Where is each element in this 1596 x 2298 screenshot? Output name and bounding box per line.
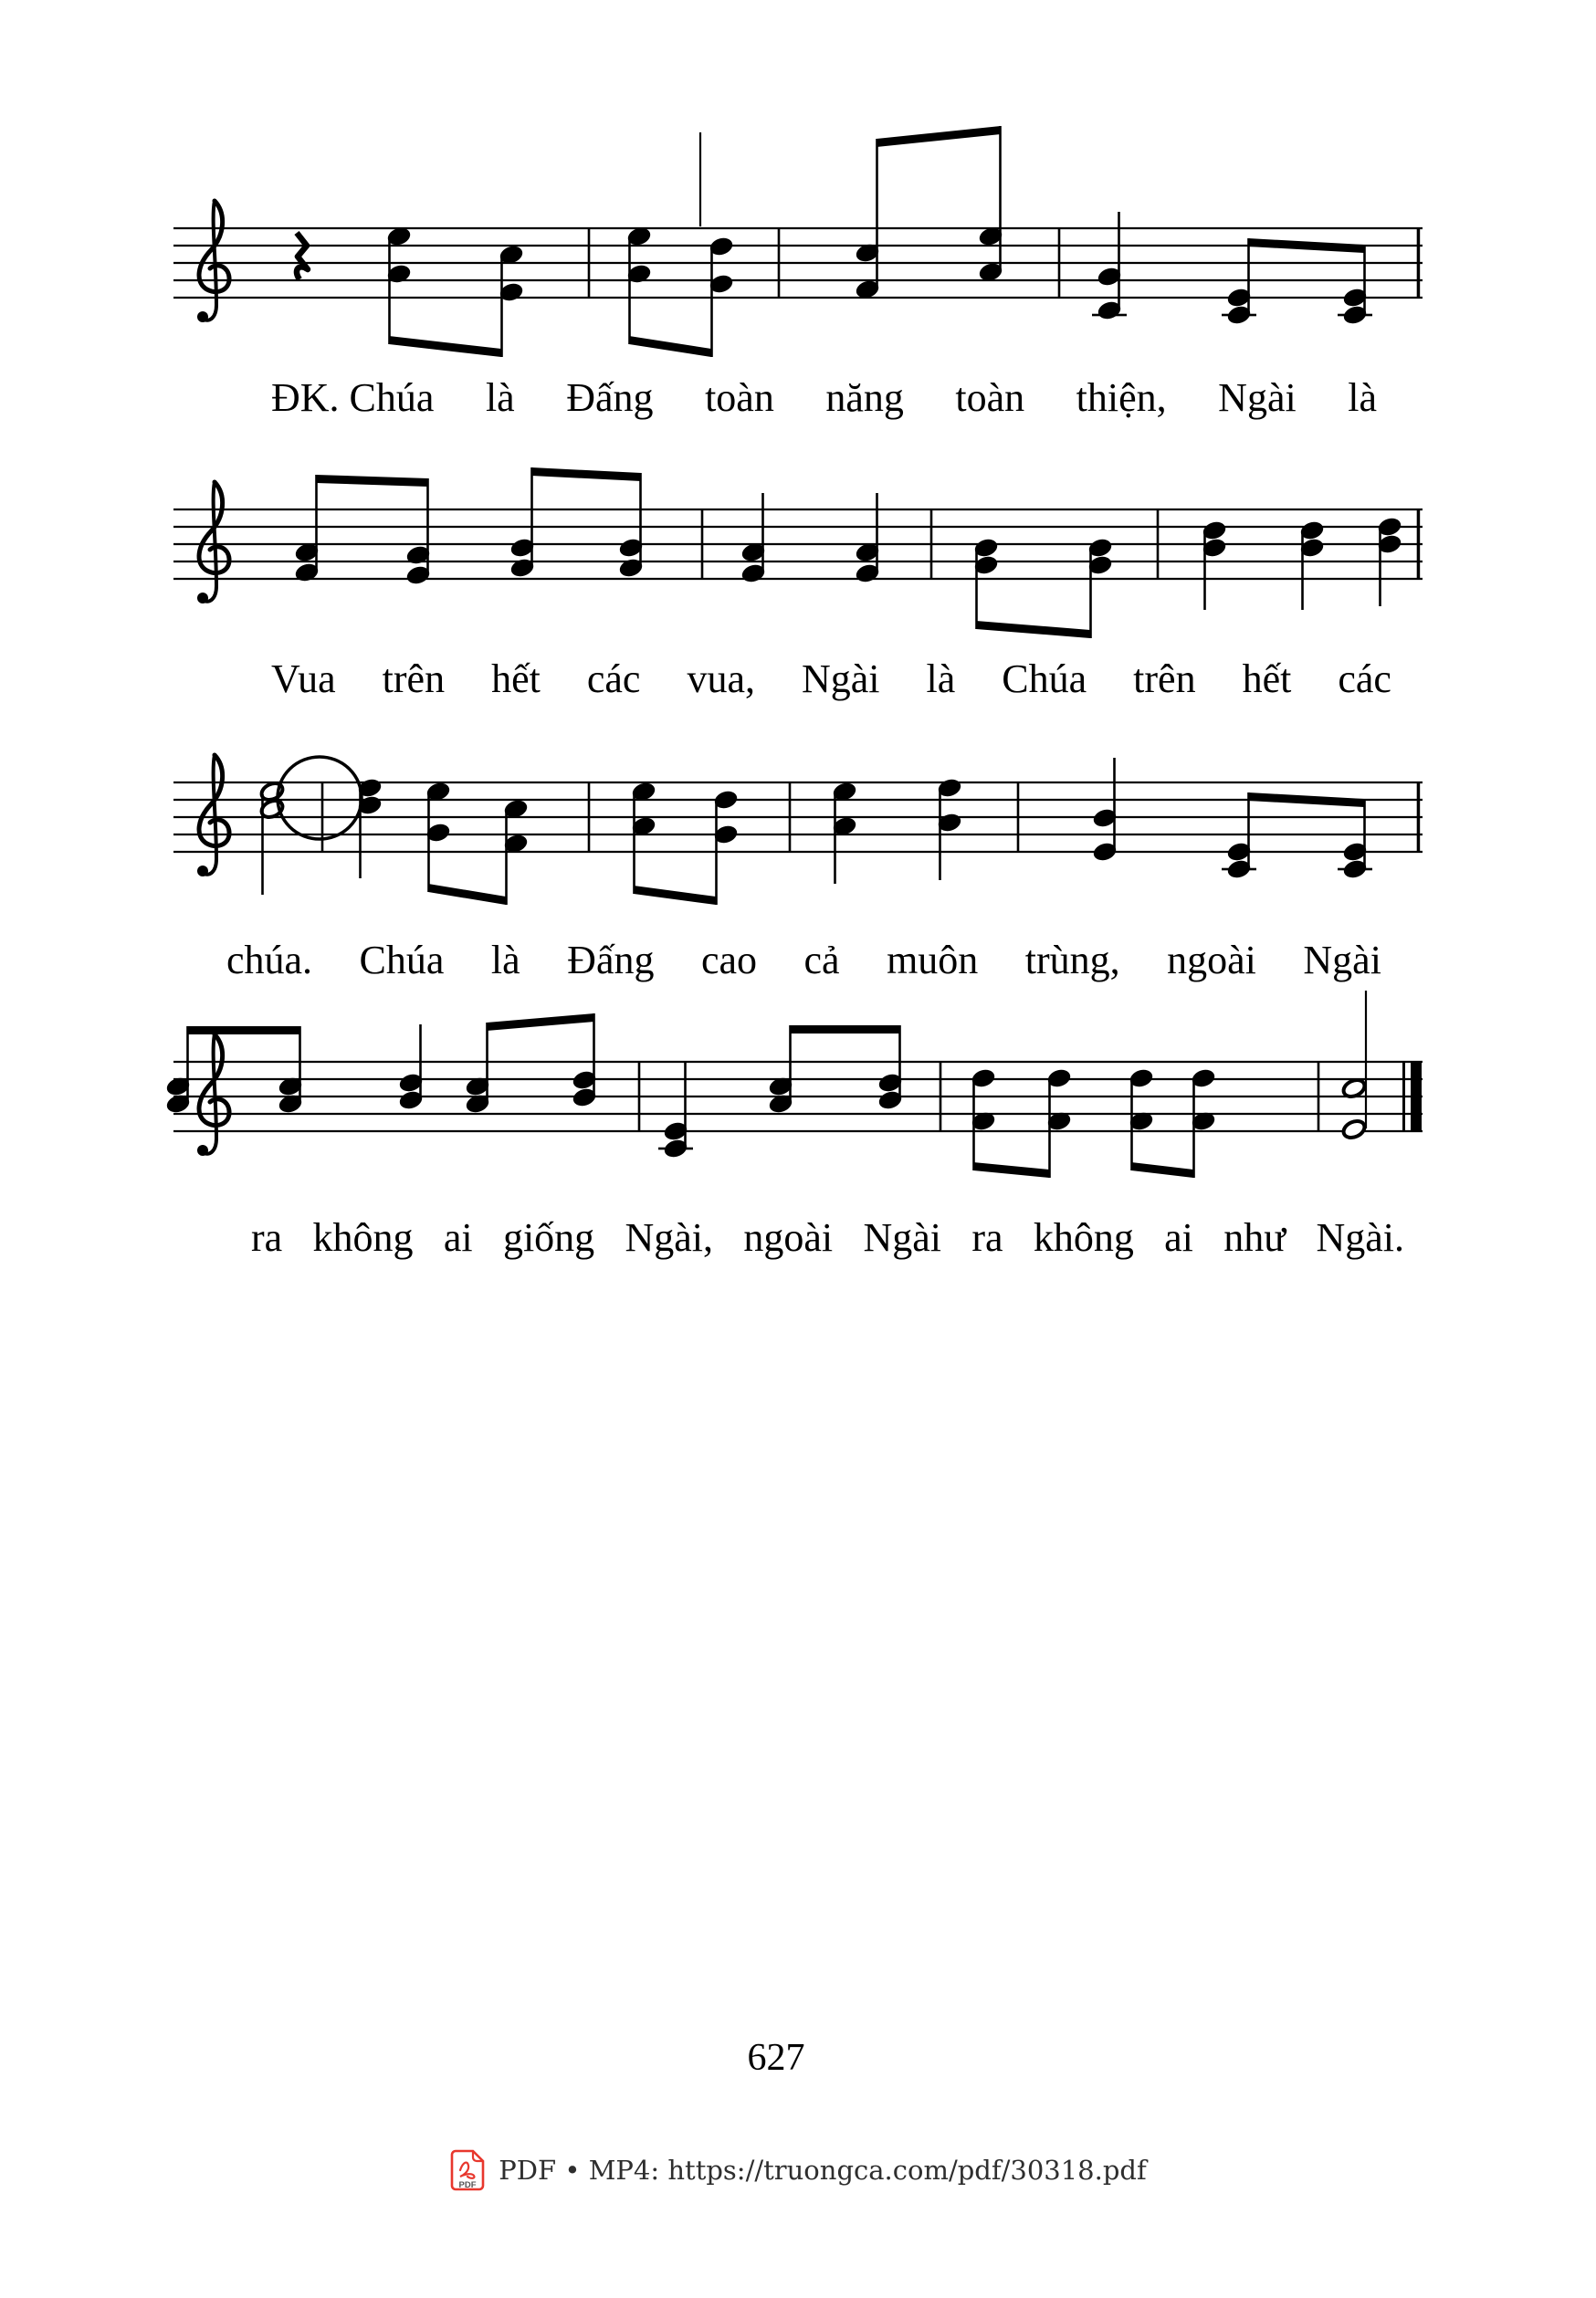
staff-system-1 [0,105,1596,379]
lyric-word: cao [700,938,758,982]
lyric-word: các [586,656,641,701]
note-chord [1091,758,1118,863]
lyric-word: như [1223,1215,1286,1260]
note-chord [712,789,739,905]
treble-clef-icon [197,482,229,603]
barline [930,509,933,579]
lyric-word: ra [971,1215,1003,1260]
lyric-word: ngoài [1167,938,1256,982]
quarter-rest [297,233,308,279]
barline [789,782,792,852]
staff-system-2 [0,386,1596,660]
lyric-word: trên [382,656,446,701]
lyric-word: Ngài [1303,938,1381,982]
lyric-word: ĐK. Chúa [271,375,435,420]
footer-url-link[interactable]: https://truongca.com/pdf/30318.pdf [667,2155,1147,2186]
barline [321,782,324,852]
note-chord [498,244,524,357]
note-chord [970,1067,996,1170]
lyric-word: trên [1133,656,1196,701]
note-chord [1222,238,1256,326]
lyric-word: chúa. [226,938,313,982]
footer [0,2149,1596,2191]
lyric-word: là [490,938,520,982]
note-chord [1341,1076,1368,1140]
note-chord [1222,792,1256,880]
beam [877,126,1001,147]
lyric-word: toàn [705,375,774,420]
beam [428,884,506,905]
lyric-word: ngoài [743,1215,834,1260]
note-chord [1087,537,1113,638]
lyric-word: Đấng [567,938,655,982]
footer-label: PDF • MP4: [499,2155,660,2186]
beam [973,1162,1049,1178]
note-chord [1338,245,1372,326]
note-chord [1298,519,1325,610]
treble-clef-icon [197,201,229,322]
barline [1318,1062,1320,1131]
lyric-word: không [312,1215,414,1260]
note-chord [977,126,1003,283]
note-chord [831,781,857,884]
lyric-word: muôn [887,938,979,982]
lyric-word: Ngài [801,656,880,701]
beam [531,467,641,481]
lyrics-line-3 [226,935,1381,986]
beam [634,886,716,905]
barline [588,782,591,852]
tie-circle [278,757,362,839]
treble-clef-icon [197,1034,229,1156]
lyric-word: các [1338,656,1391,701]
note-chord [277,1026,303,1115]
beam [790,1025,900,1034]
lyrics-line-4 [251,1212,1404,1264]
lyric-word: Ngài, [625,1215,714,1260]
note-chord [972,537,999,629]
note-chord [425,781,451,892]
lyric-word: hết [1242,656,1292,701]
page-number: 627 [747,2037,805,2079]
barline [1417,782,1421,852]
lyric-word: không [1033,1215,1134,1260]
lyric-word: vua, [687,656,755,701]
note-chord [259,780,286,895]
beam [1248,792,1364,807]
barline [638,1062,641,1131]
note-chord [740,493,766,584]
lyric-word: là [1348,375,1377,420]
pdf-icon[interactable] [449,2149,486,2191]
note-chord [767,1025,793,1115]
extended-barline [1365,991,1367,1128]
lyric-word: thiện, [1076,375,1167,420]
lyric-word: năng [825,375,904,420]
beam [487,1013,594,1031]
note-chord [1338,799,1372,880]
note-chord [1190,1067,1216,1178]
note-chord [164,1026,191,1115]
note-chord [936,777,962,880]
barline [588,228,591,298]
lyric-word: hết [491,656,541,701]
note-chord [877,1025,903,1111]
note-chord [356,777,383,878]
footer-text [499,2155,1146,2186]
lyric-word: Ngài [1218,375,1297,420]
lyric-word: ai [1164,1215,1193,1260]
barline [1157,509,1160,579]
lyric-word: toàn [955,375,1025,420]
beam [1248,238,1364,253]
note-chord [464,1023,490,1115]
lyric-word: Chúa [359,938,445,982]
note-chord [708,236,734,357]
lyric-word: ai [443,1215,473,1260]
note-chord [293,475,320,583]
note-chord [854,139,880,300]
beam [629,336,711,357]
barline [1417,509,1421,579]
note-chord [1045,1067,1072,1178]
beam [976,621,1090,638]
lyric-word: ra [251,1215,283,1260]
lyric-word: là [485,375,515,420]
barline [701,509,704,579]
half-notehead [1341,1118,1368,1140]
barline [1017,782,1020,852]
lyric-word: Ngài. [1316,1215,1404,1260]
note-chord [630,781,656,894]
note-chord [385,226,412,344]
note-chord [404,478,431,586]
lyrics-line-1 [271,373,1377,424]
pdf-icon-label: PDF [458,2180,477,2190]
beam [187,1026,300,1034]
note-chord [854,493,880,584]
lyric-word: giống [502,1215,595,1260]
note-chord [658,1061,693,1159]
beam [1131,1162,1193,1178]
beam [316,475,428,487]
treble-clef-icon [197,755,229,876]
note-chord [625,226,652,344]
barline [1058,228,1061,298]
note-chord [1128,1067,1154,1170]
barline [1417,228,1421,298]
beam [389,336,501,357]
lyric-word: Chúa [1002,656,1087,701]
lyric-word: là [926,656,956,701]
note-chord [1201,519,1227,610]
extended-barline [699,132,701,226]
lyric-word: Vua [271,656,336,701]
barline [778,228,781,298]
lyrics-line-2 [271,654,1391,705]
barline [940,1062,942,1131]
lyric-word: Ngài [863,1215,941,1260]
lyric-word: trùng, [1024,938,1120,982]
lyric-word: cả [803,938,840,982]
note-chord [397,1024,424,1111]
lyric-word: Đấng [566,375,654,420]
